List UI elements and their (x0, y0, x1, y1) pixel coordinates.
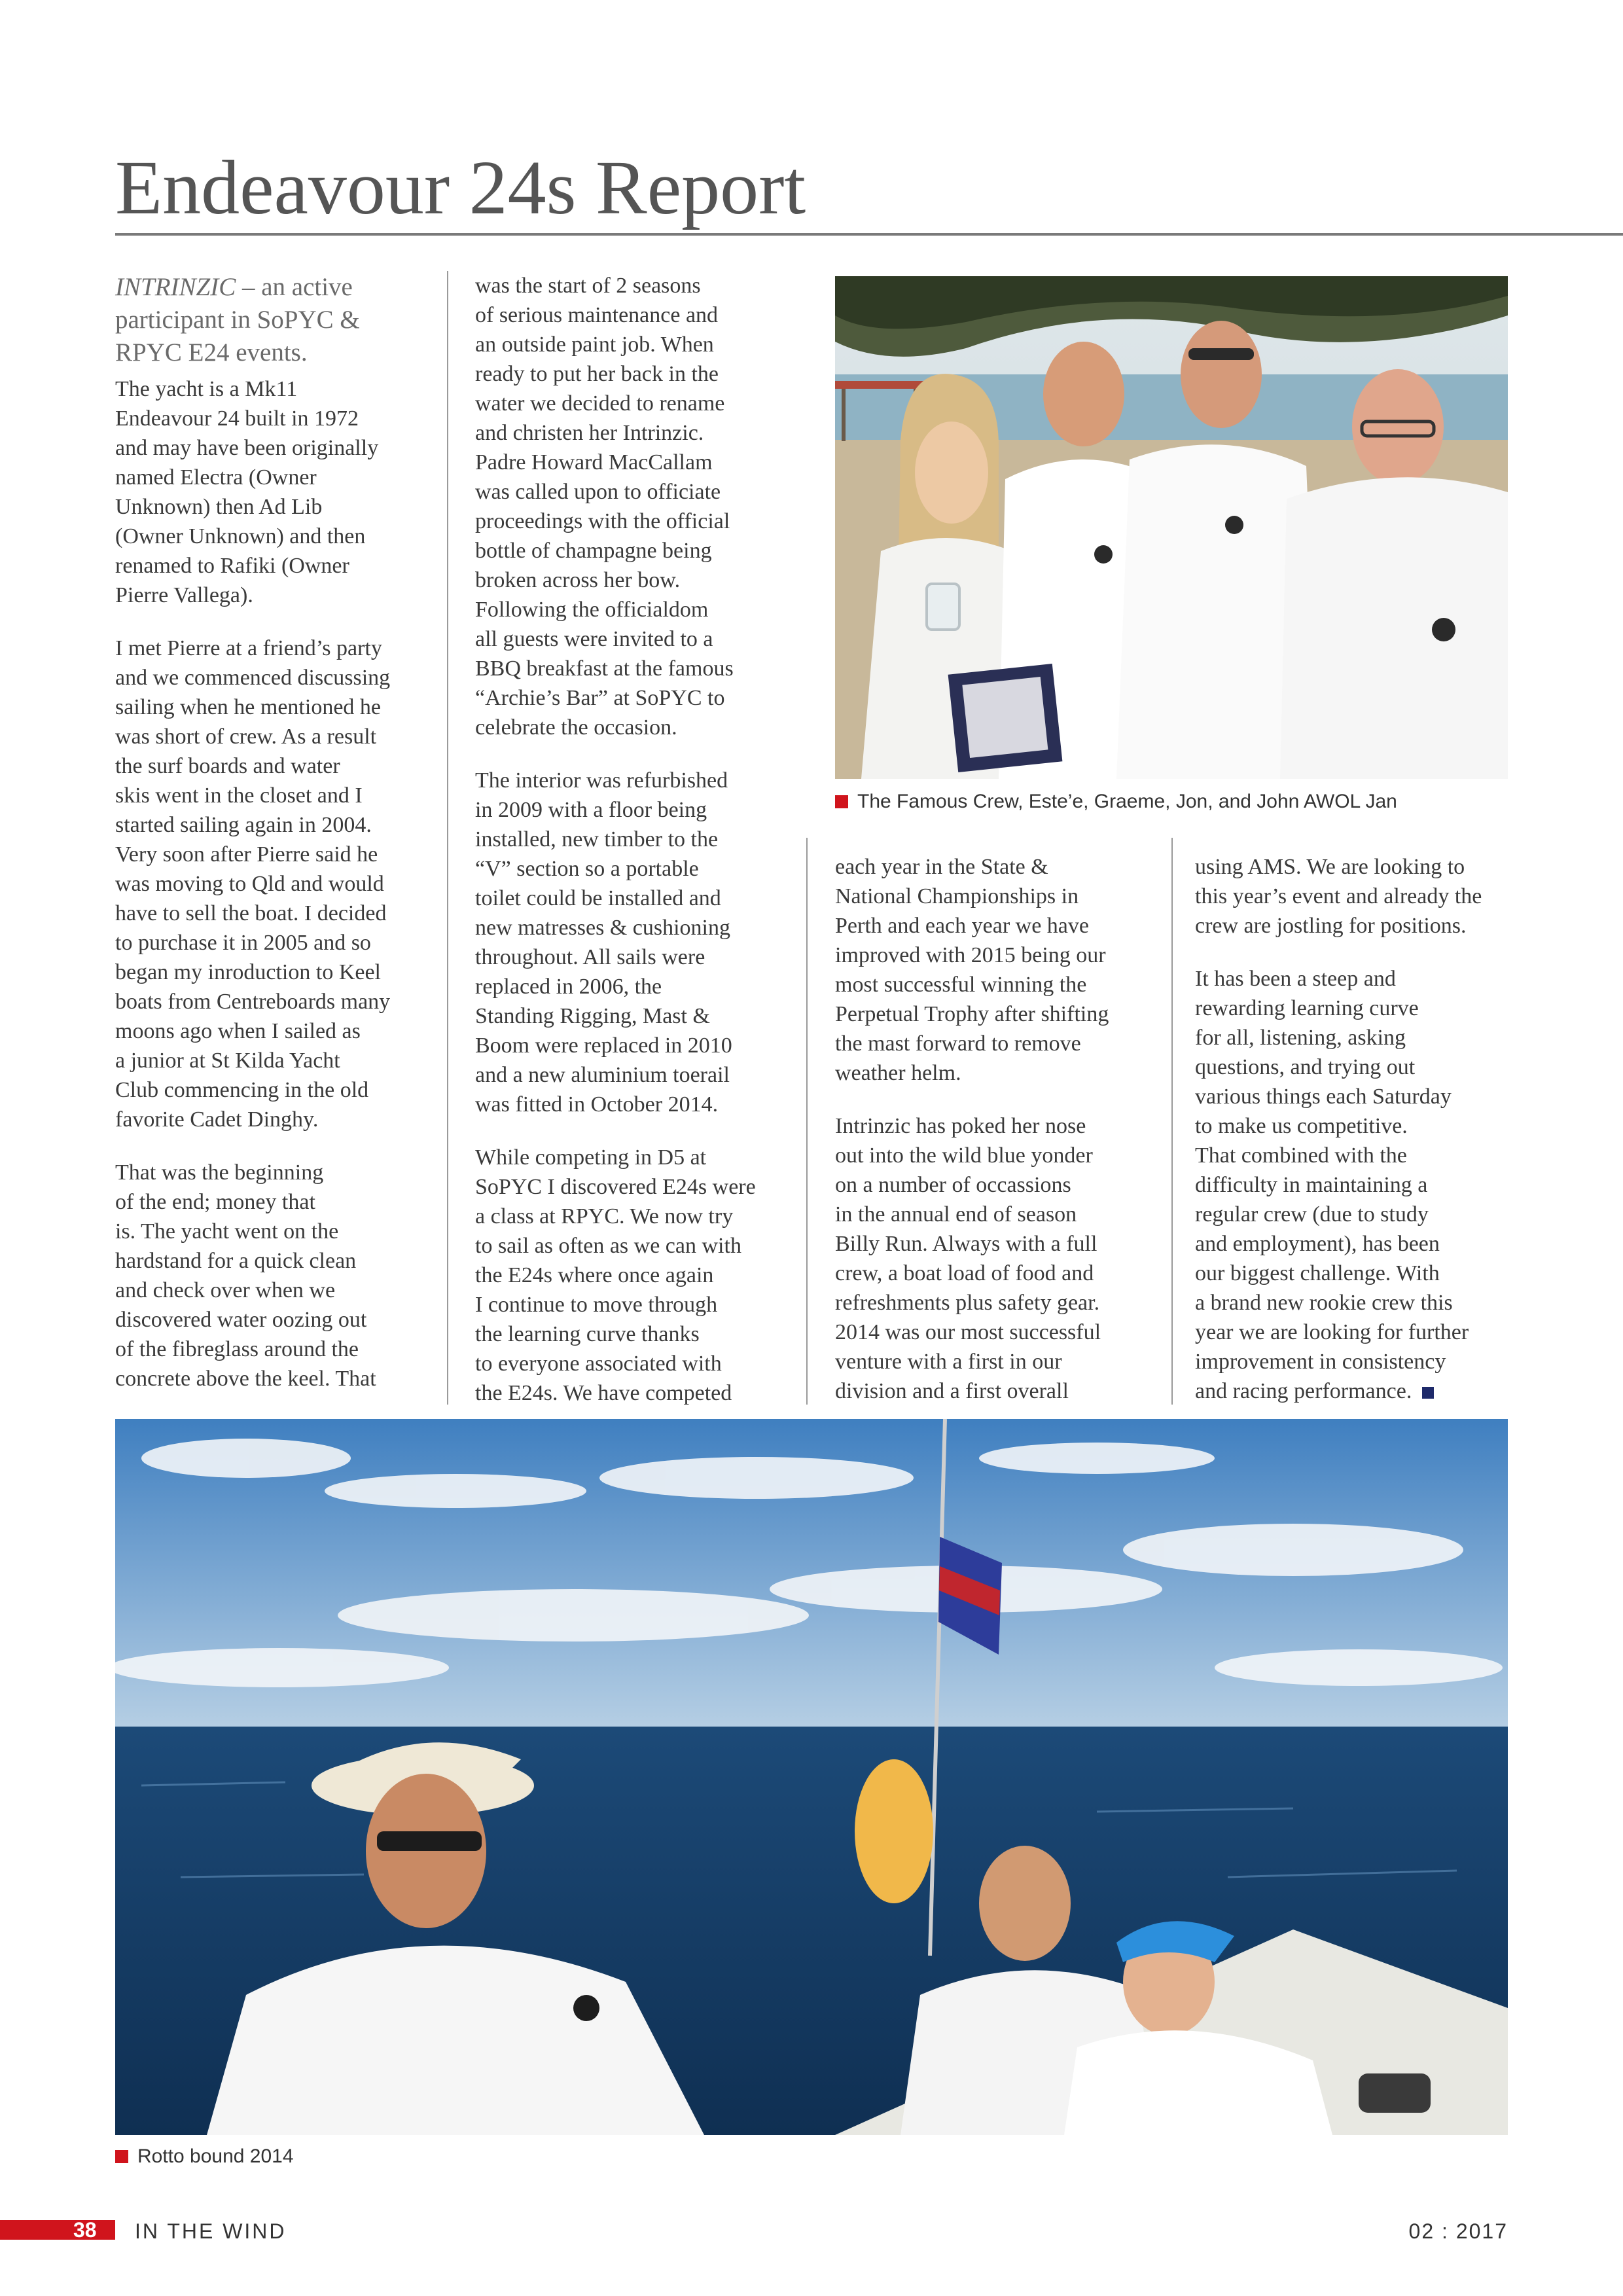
column-divider-3 (1171, 838, 1173, 1405)
lead-boat-name: INTRINZIC (115, 273, 236, 301)
col4-paragraph-1: using AMS. We are looking to this year’s event and already the crew are jostling for positions. (1195, 855, 1482, 938)
caption-marker (835, 795, 848, 808)
title-rule (115, 233, 1623, 236)
col2-paragraph-2: The interior was refurbished in 2009 with a floor being installed, new timber to the “V” section so a portable toilet could be installed and new matresses & cushioning throughout. All sails were replaced in 2006, the Standing Rigging, Mast & Boom were replaced in 2010 and a new aluminium toerail was fitted in October 2014. (475, 768, 732, 1117)
column-1 (115, 271, 429, 1393)
page-number: 38 (73, 2218, 97, 2242)
lead-text: – an active participant in SoPYC & RPYC E24 events. (115, 273, 360, 367)
col4-paragraph-2-text: It has been a steep and rewarding learning curve for all, listening, asking questions, and trying out various things each Saturday to make us competitive. That combined with the difficulty in maintaining a regular crew (due to study and employment), has been our biggest challenge. With a brand new rookie crew this year we are looking for further improvement in consistency and racing performance. (1195, 967, 1469, 1403)
top-photo-caption (835, 791, 1397, 813)
bottom-photo-caption (115, 2145, 294, 2168)
column-2 (475, 271, 789, 1408)
col1-paragraph-2: I met Pierre at a friend’s party and we commenced discussing sailing when he mentioned he was short of crew. As a result the surf boards and water skis went in the closet and I started sailing again in 2004. Very soon after Pierre said he was moving to Qld and would have to sell the boat. I decided to purchase it in 2005 and so began my inroduction to Keel boats from Centreboards many moons ago when I sailed as a junior at St Kilda Yacht Club commencing in the old favorite Cadet Dinghy. (115, 636, 391, 1132)
col3-paragraph-1: each year in the State & National Championships in Perth and each year we have improved with 2015 being our most successful winning the Perpetual Trophy after shifting the mast forward to remove weather helm. (835, 855, 1109, 1085)
page-title: Endeavour 24s Report (115, 145, 806, 230)
col1-paragraph-1: The yacht is a Mk11 Endeavour 24 built in 1972 and may have been originally named Electra (Owner Unknown) then Ad Lib (Owner Unknown) and then renamed to Rafiki (Owner Pierre Vallega). (115, 377, 379, 607)
col2-paragraph-1: was the start of 2 seasons of serious maintenance and an outside paint job. When ready to put her back in the water we decided to rename and christen her Intrinzic. Padre Howard MacCallam was called upon to officiate proceedings with the official bottle of champagne being broken across her bow. Following the officialdom all guests were invited to a BBQ breakfast at the famous “Archie’s Bar” at SoPYC to celebrate the occasion. (475, 274, 734, 740)
crew-photo (835, 276, 1508, 779)
column-divider-1 (447, 271, 448, 1405)
top-caption-text: The Famous Crew, Este’e, Graeme, Jon, and John AWOL Jan (857, 791, 1397, 812)
caption-marker (115, 2150, 128, 2163)
col3-paragraph-2: Intrinzic has poked her nose out into the wild blue yonder on a number of occassions in the annual end of season Billy Run. Always with a full crew, a boat load of food and refreshments plus safety gear. 2014 was our most successful venture with a first in our division and a first overall (835, 1114, 1101, 1403)
col4-paragraph-2 (1195, 964, 1522, 1406)
col2-paragraph-3: While competing in D5 at SoPYC I discovered E24s were a class at RPYC. We now try to sail as often as we can with the E24s where once again I continue to move through the learning curve thanks to everyone associated with the E24s. We have competed (475, 1145, 756, 1405)
column-divider-2 (806, 838, 808, 1405)
issue-number: 02 : 2017 (1408, 2219, 1508, 2243)
col1-paragraph-3: That was the beginning of the end; money that is. The yacht went on the hardstand for a quick clean and check over when we discovered water oozing out of the fibreglass around the concrete above the keel. That (115, 1160, 376, 1391)
footer-accent-bar (0, 2220, 115, 2240)
lead-paragraph (115, 271, 429, 369)
publication-name: IN THE WIND (135, 2219, 287, 2243)
column-4 (1195, 852, 1522, 1406)
end-of-article-marker (1422, 1387, 1434, 1399)
sailing-photo (115, 1419, 1508, 2135)
column-3 (835, 852, 1149, 1406)
bottom-caption-text: Rotto bound 2014 (137, 2145, 294, 2167)
